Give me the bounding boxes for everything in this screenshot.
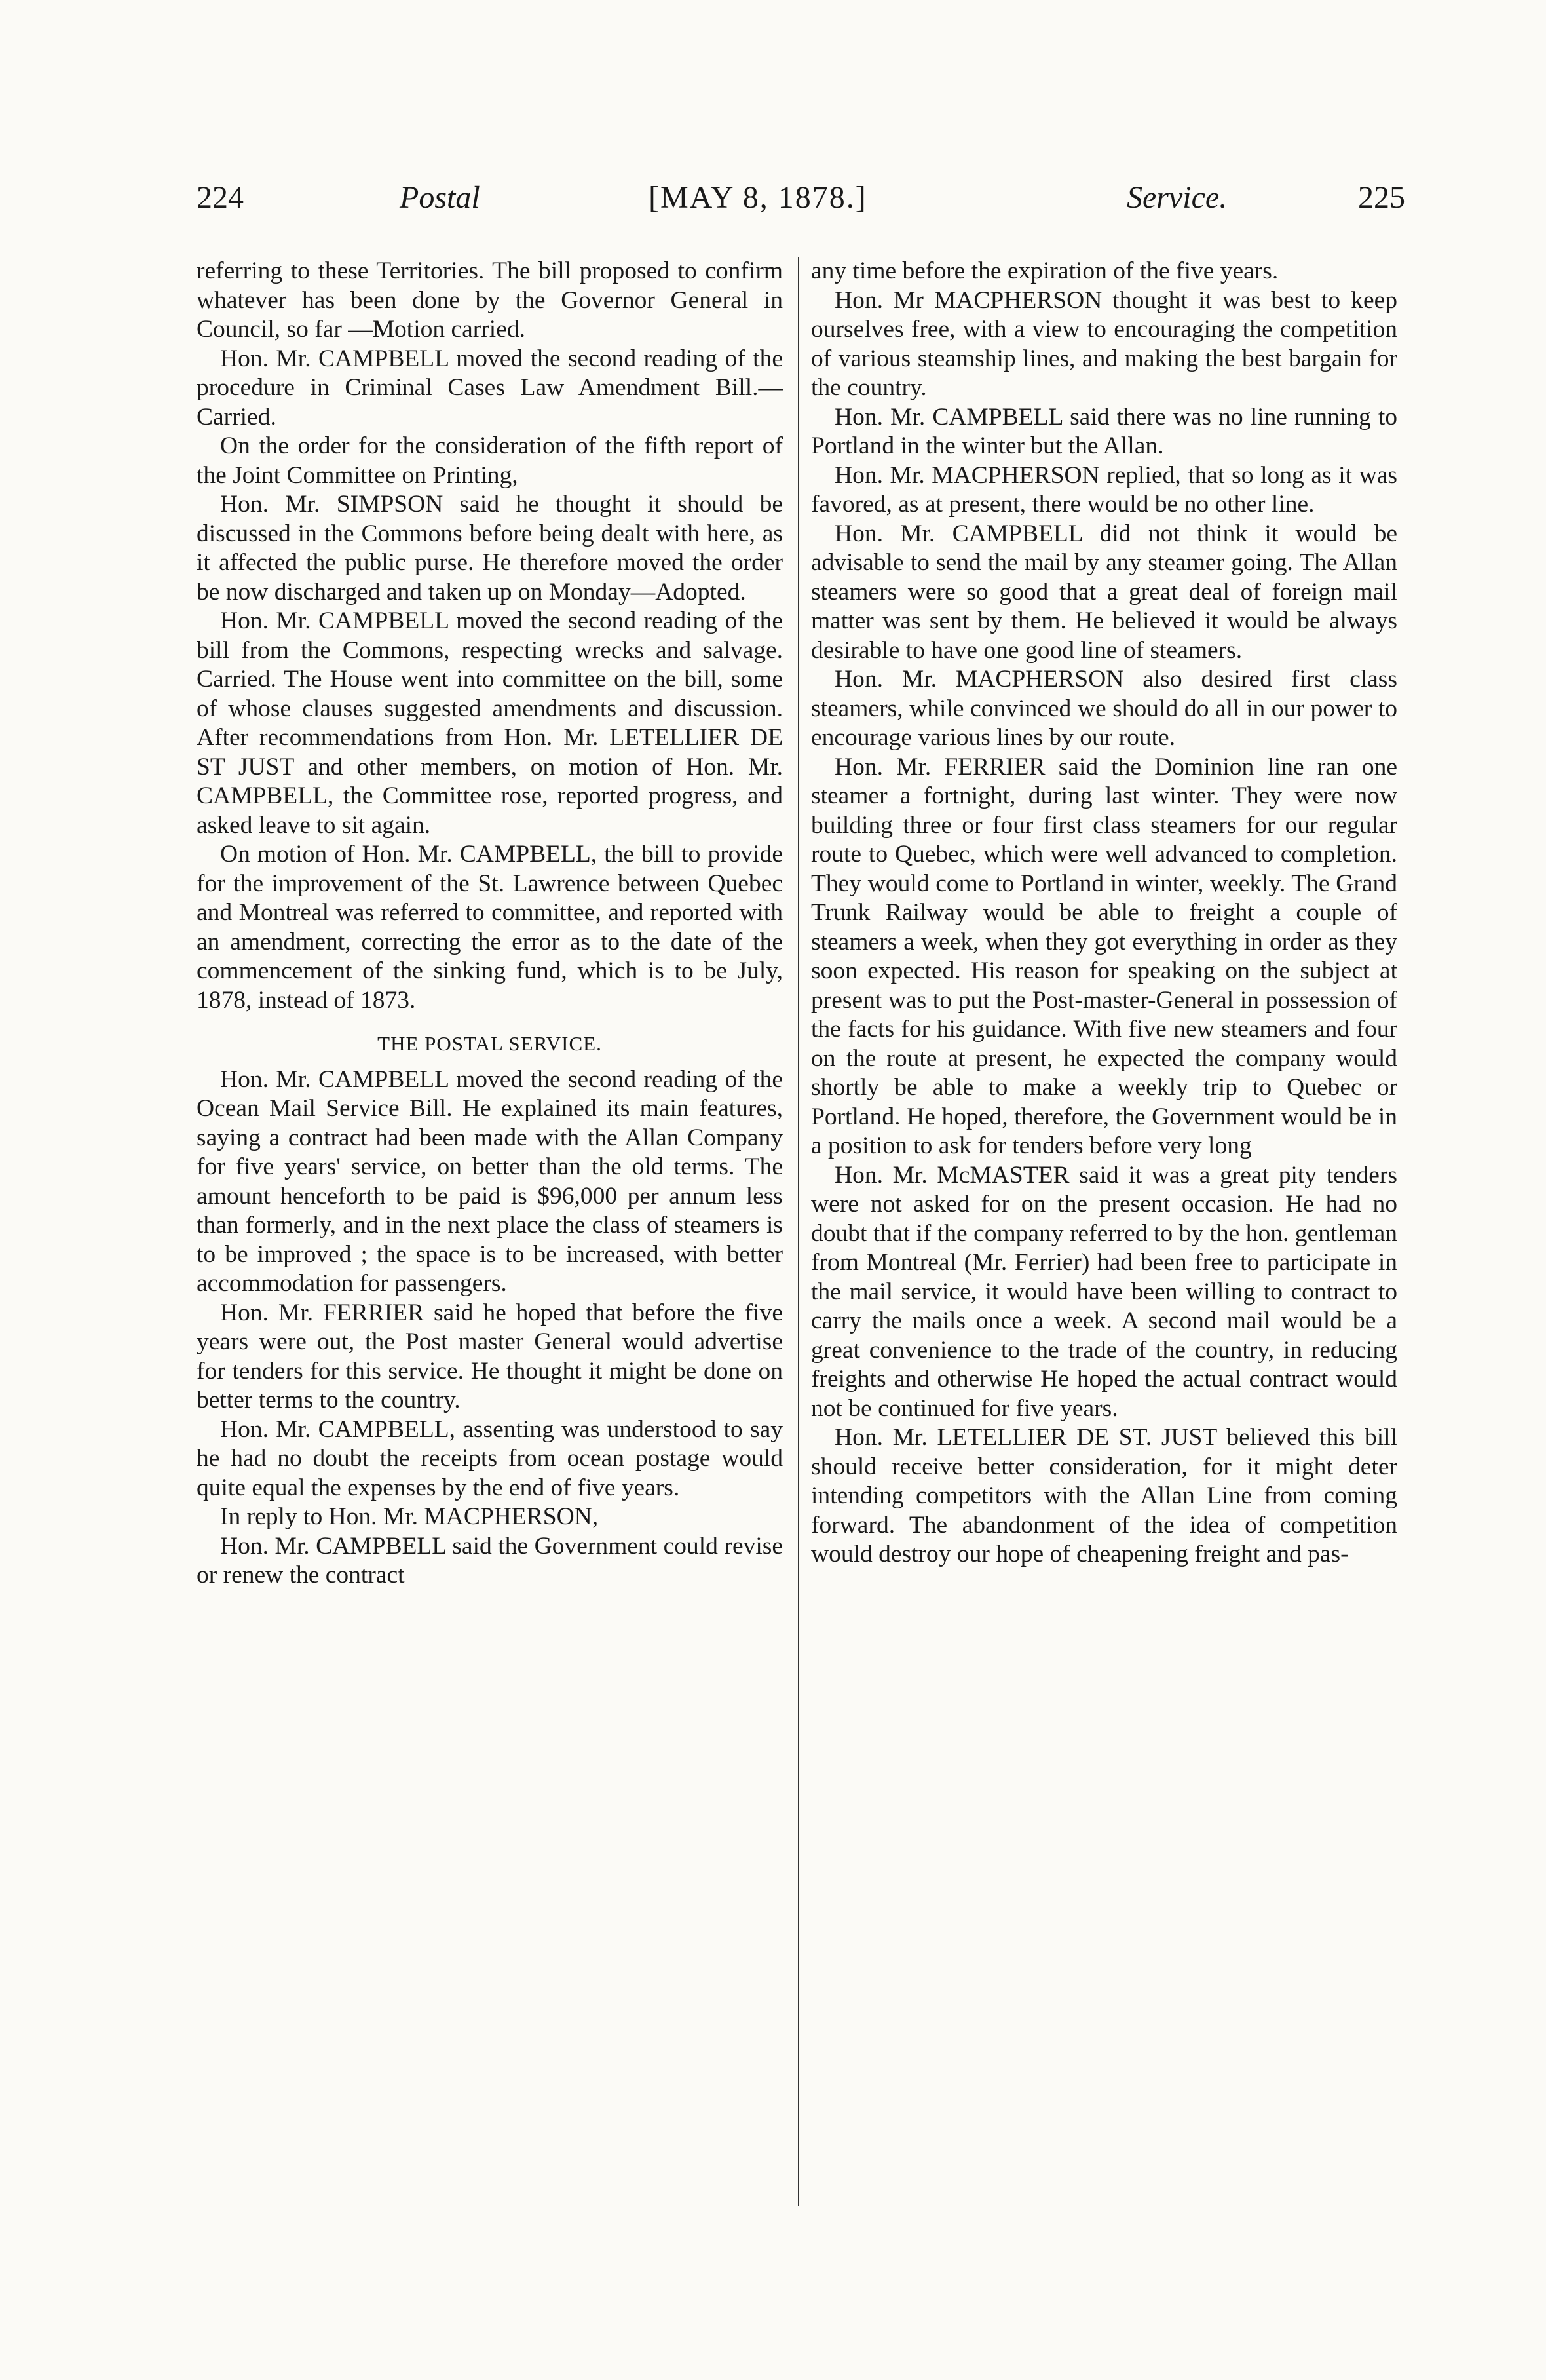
page-header (197, 178, 1405, 218)
paragraph: Hon. Mr. CAMPBELL moved the second reading of the Ocean Mail Service Bill. He explained its main features, saying a contract had been made with the Allan Company for five years' service, on better than the old terms. The amount henceforth to be paid is $96,000 per annum less than formerly, and in the next place the class of steamers is to be improved ; the space is to be increased, with better accommodation for passengers. (197, 1065, 783, 1297)
paragraph: Hon. Mr. McMASTER said it was a great pity tenders were not asked for on the present occasion. He had no doubt that if the company referred to by the hon. gentleman from Montreal (Mr. Ferrier) had been free to participate in the mail service, it would have been willing to contract to carry the mails once a week. A second mail would be a great convenience to the trade of the country, in reducing freights and otherwise He hoped the actual contract would not be continued for five years. (811, 1161, 1397, 1422)
column-divider (798, 257, 799, 2206)
paragraph: Hon. Mr. CAMPBELL said there was no line running to Portland in the winter but the Allan. (811, 403, 1397, 459)
left-column (197, 257, 783, 1590)
paragraph: Hon. Mr. MACPHERSON also desired first class steamers, while convinced we should do all in our power to encourage various lines by our route. (811, 666, 1397, 751)
paragraph: Hon. Mr. FERRIER said he hoped that before the five years were out, the Post master General would advertise for tenders for this service. He thought it might be done on better terms to the country. (197, 1299, 783, 1413)
paragraph: Hon. Mr. CAMPBELL moved the second reading of the bill from the Commons, respecting wrecks and salvage. Carried. The House went into committee on the bill, some of whose clauses suggested amendments and discussion. After recommendations from Hon. Mr. LETELLIER DE ST JUST and other members, on motion of Hon. Mr. CAMPBELL, the Committee rose, reported progress, and asked leave to sit again. (197, 607, 783, 839)
paragraph: referring to these Territories. The bill proposed to confirm whatever has been done by the Governor General in Council, so far —Motion carried. (197, 258, 783, 343)
paragraph: Hon. Mr. SIMPSON said he thought it should be discussed in the Commons before being dealt with here, as it affected the public purse. He therefore moved the order be now discharged and taken up on Monday—Adopted. (197, 491, 783, 605)
left-page-number: 224 (197, 180, 244, 215)
paragraph: Hon. Mr. CAMPBELL said the Government could revise or renew the contract (197, 1532, 783, 1588)
paragraph: any time before the expiration of the five years. (811, 258, 1279, 284)
paragraph: On the order for the consideration of the fifth report of the Joint Committee on Printing, (197, 432, 783, 489)
paragraph: Hon. Mr. FERRIER said the Dominion line ran one steamer a fortnight, during last winter. They were now building three or four first class steamers for our regular route to Quebec, which were well advanced to completion. They would come to Portland in winter, weekly. The Grand Trunk Railway would be able to freight a couple of steamers a week, when they got everything in order as they soon expected. His reason for speaking on the subject at present was to put the Post-master-General in possession of the facts for his guidance. With five new steamers and four on the route at present, he expected the company would shortly be able to make a weekly trip to Quebec or Portland. He hoped, therefore, the Government would be in a position to ask for tenders before very long (811, 753, 1397, 1159)
right-column (811, 257, 1397, 1569)
left-running-title: Postal (400, 180, 480, 215)
paragraph: Hon. Mr. LETELLIER DE ST. JUST believed this bill should receive better consideration, for it might deter intending competitors with the Allan Line from coming forward. The abandonment of the idea of competition would destroy our hope of cheapening freight and pas- (811, 1424, 1397, 1567)
paragraph: Hon. Mr MACPHERSON thought it was best to keep ourselves free, with a view to encouraging the competition of various steamship lines, and making the best bargain for the country. (811, 286, 1397, 401)
right-running-title: Service. (1127, 180, 1228, 215)
paragraph: Hon. Mr. CAMPBELL moved the second reading of the procedure in Criminal Cases Law Amendment Bill.—Carried. (197, 345, 783, 431)
paragraph: Hon. Mr. MACPHERSON replied, that so long as it was favored, as at present, there would be no other line. (811, 461, 1397, 518)
paragraph: Hon. Mr. CAMPBELL, assenting was understood to say he had no doubt the receipts from ocean postage would quite equal the expenses by the end of five years. (197, 1415, 783, 1501)
paragraph: Hon. Mr. CAMPBELL did not think it would be advisable to send the mail by any steamer going. The Allan steamers were so good that a great deal of foreign mail matter was sent by them. He believed it would be always desirable to have one good line of steamers. (811, 520, 1397, 664)
right-page-number: 225 (1358, 180, 1405, 215)
paragraph: On motion of Hon. Mr. CAMPBELL, the bill to provide for the improvement of the St. Lawrence between Quebec and Montreal was referred to committee, and reported with an amendment, correcting the error as to the date of the commencement of the sinking fund, which is to be July, 1878, instead of 1873. (197, 841, 783, 1014)
header-date: [MAY 8, 1878.] (649, 180, 867, 215)
paragraph: In reply to Hon. Mr. MACPHERSON, (220, 1503, 599, 1530)
section-heading: THE POSTAL SERVICE. (377, 1032, 602, 1055)
